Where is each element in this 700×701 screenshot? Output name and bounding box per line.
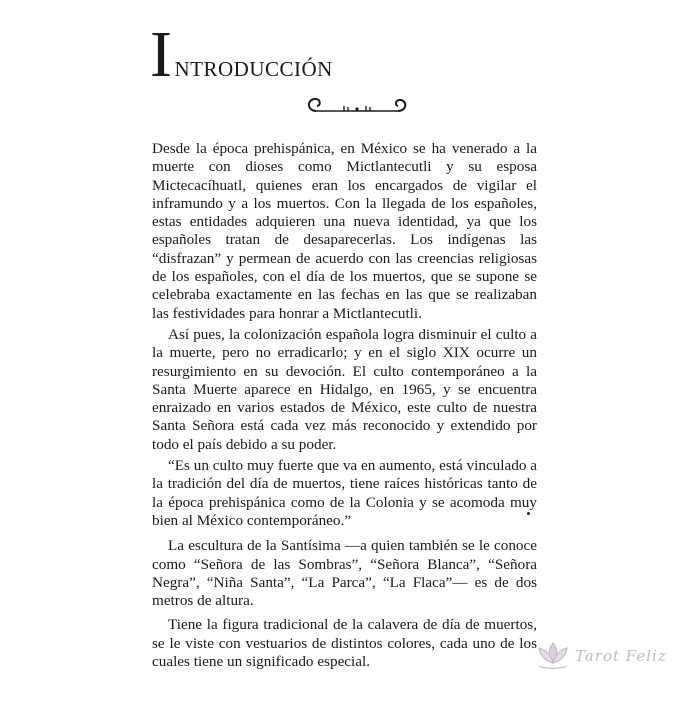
watermark-text: Tarot Feliz [575, 647, 667, 665]
ornament-flourish-icon [302, 93, 412, 119]
stray-dot [527, 512, 530, 515]
paragraph-1: Desde la época prehispánica, en México se ha venerado a la muerte con dioses como Mictlantecutli y su esposa Mictecacíhuatl, quienes eran los encargados de vigilar el inframundo y a los muertos. Con la llegada de los españoles, estas entidades adquieren una nueva identidad, ya que los españoles tratan de desaparecerlas. Los indígenas las “disfrazan” y permean de acuerdo con las creencias religiosas de los españoles, con el día de los muertos, que se supone se celebraba exactamente en las fechas en las que se realizaban las festividades para honrar a Mictlantecutli. [152, 140, 537, 322]
paragraph-2: Así pues, la colonización española logra disminuir el culto a la muerte, pero no erradicarlo; y en el siglo XIX ocurre un resurgimiento en su devoción. El culto contemporáneo a la Santa Muerte aparece en Hidalgo, en 1965, y se encuentra enraizado en varios estados de México, este culto de nuestra Santa Señora está cada vez más reconocido y extendido por todo el país debido a su poder. [152, 325, 537, 453]
body-text [152, 140, 537, 674]
paragraph-3: “Es un culto muy fuerte que va en aumento, está vinculado a la tradición del día de muertos, tiene raíces históricas tanto de la época prehispánica como de la Colonia y se acomoda muy bien al México contemporáneo.” [152, 457, 537, 529]
paragraph-5: Tiene la figura tradicional de la calavera de día de muertos, se le viste con vestuarios de distintos colores, cada uno de los cuales tiene un significado especial. [152, 616, 537, 671]
title-small-caps: NTRODUCCIÓN [174, 57, 333, 81]
paragraph-4: La escultura de la Santísima —a quien también se le conoce como “Señora de las Sombras”, “Señora Blanca”, “Señora Negra”, “Niña Santa”, “La Parca”, “La Flaca”— es de dos metros de altura. [152, 537, 537, 610]
watermark [533, 638, 667, 674]
lotus-icon [533, 639, 573, 673]
title-drop-cap: I [150, 18, 173, 91]
chapter-title [150, 18, 333, 91]
